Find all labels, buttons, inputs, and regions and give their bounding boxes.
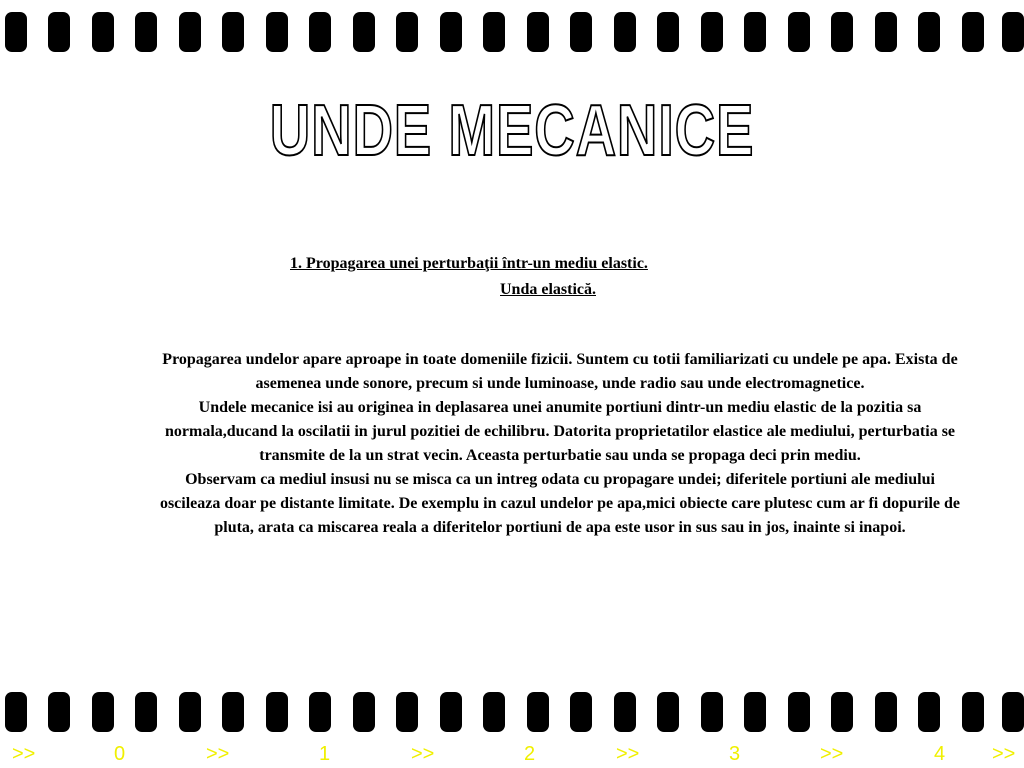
nav-next-link[interactable]: >>	[411, 743, 435, 765]
film-hole	[5, 692, 27, 732]
film-hole	[657, 12, 679, 52]
film-hole	[701, 692, 723, 732]
page-title: UNDE MECANICE	[269, 91, 755, 171]
film-strip-bottom	[0, 692, 1024, 732]
film-hole	[527, 12, 549, 52]
film-hole	[744, 12, 766, 52]
film-hole	[788, 12, 810, 52]
film-hole	[135, 12, 157, 52]
film-hole	[1002, 692, 1024, 732]
film-hole	[614, 692, 636, 732]
nav-slide-4-link[interactable]: 4	[934, 743, 946, 765]
film-hole	[744, 692, 766, 732]
film-hole	[396, 12, 418, 52]
film-hole	[788, 692, 810, 732]
film-hole	[483, 692, 505, 732]
film-hole	[396, 692, 418, 732]
film-hole	[657, 692, 679, 732]
body-text	[158, 348, 962, 540]
film-hole	[527, 692, 549, 732]
film-hole	[179, 692, 201, 732]
nav-slide-0-link[interactable]: 0	[114, 743, 126, 765]
nav-slide-3-link[interactable]: 3	[729, 743, 741, 765]
film-hole	[5, 12, 27, 52]
nav-next-link[interactable]: >>	[12, 743, 36, 765]
film-hole	[875, 692, 897, 732]
film-hole	[309, 692, 331, 732]
film-hole	[570, 12, 592, 52]
film-hole	[440, 12, 462, 52]
film-hole	[92, 692, 114, 732]
film-hole	[614, 12, 636, 52]
film-hole	[266, 12, 288, 52]
film-hole	[48, 12, 70, 52]
film-hole	[483, 12, 505, 52]
slide-navigation	[0, 742, 1024, 766]
paragraph: Undele mecanice isi au originea in deplasarea unei anumite portiuni dintr-un mediu elastic de la pozitia sa normala,ducand la oscilatii in jurul pozitiei de echilibru. Datorita proprietatilor elastice ale mediului, perturbatia se transmite de la un strat vecin. Aceasta perturbatie sau unda se propaga deci prin mediu.	[164, 399, 956, 464]
film-hole	[222, 12, 244, 52]
film-hole	[92, 12, 114, 52]
film-hole	[570, 692, 592, 732]
film-hole	[962, 692, 984, 732]
film-hole	[701, 12, 723, 52]
film-hole	[353, 12, 375, 52]
film-hole	[48, 692, 70, 732]
film-hole	[309, 12, 331, 52]
paragraph: Propagarea undelor apare aproape in toate domeniile fizicii. Suntem cu totii familiarizati cu undele pe apa. Exista de asemenea unde sonore, precum si unde luminoase, unde radio sau unde electromagnetice.	[162, 351, 958, 392]
film-hole	[918, 12, 940, 52]
film-hole	[179, 12, 201, 52]
film-hole	[440, 692, 462, 732]
nav-slide-1-link[interactable]: 1	[319, 743, 331, 765]
film-hole	[222, 692, 244, 732]
nav-next-link[interactable]: >>	[992, 743, 1016, 765]
film-hole	[918, 692, 940, 732]
film-hole	[962, 12, 984, 52]
film-hole	[135, 692, 157, 732]
section-subheading: Unda elastică.	[500, 281, 596, 298]
film-strip-top	[0, 12, 1024, 52]
film-hole	[266, 692, 288, 732]
paragraph: Observam ca mediul insusi nu se misca ca un intreg odata cu propagare undei; diferitele portiuni ale mediului oscileaza doar pe distante limitate. De exemplu in cazul undelor pe apa,mici obiecte care plutesc cum ar fi dopurile de pluta, arata ca miscarea reala a diferitelor portiuni de apa este usor in sus sau in jos, inainte si inapoi.	[159, 471, 961, 536]
film-hole	[353, 692, 375, 732]
film-hole	[875, 12, 897, 52]
nav-next-link[interactable]: >>	[820, 743, 844, 765]
nav-next-link[interactable]: >>	[206, 743, 230, 765]
nav-next-link[interactable]: >>	[616, 743, 640, 765]
film-hole	[1002, 12, 1024, 52]
nav-slide-2-link[interactable]: 2	[524, 743, 536, 765]
section-heading: 1. Propagarea unei perturbaţii într-un mediu elastic.	[290, 255, 648, 272]
film-hole	[831, 12, 853, 52]
film-hole	[831, 692, 853, 732]
